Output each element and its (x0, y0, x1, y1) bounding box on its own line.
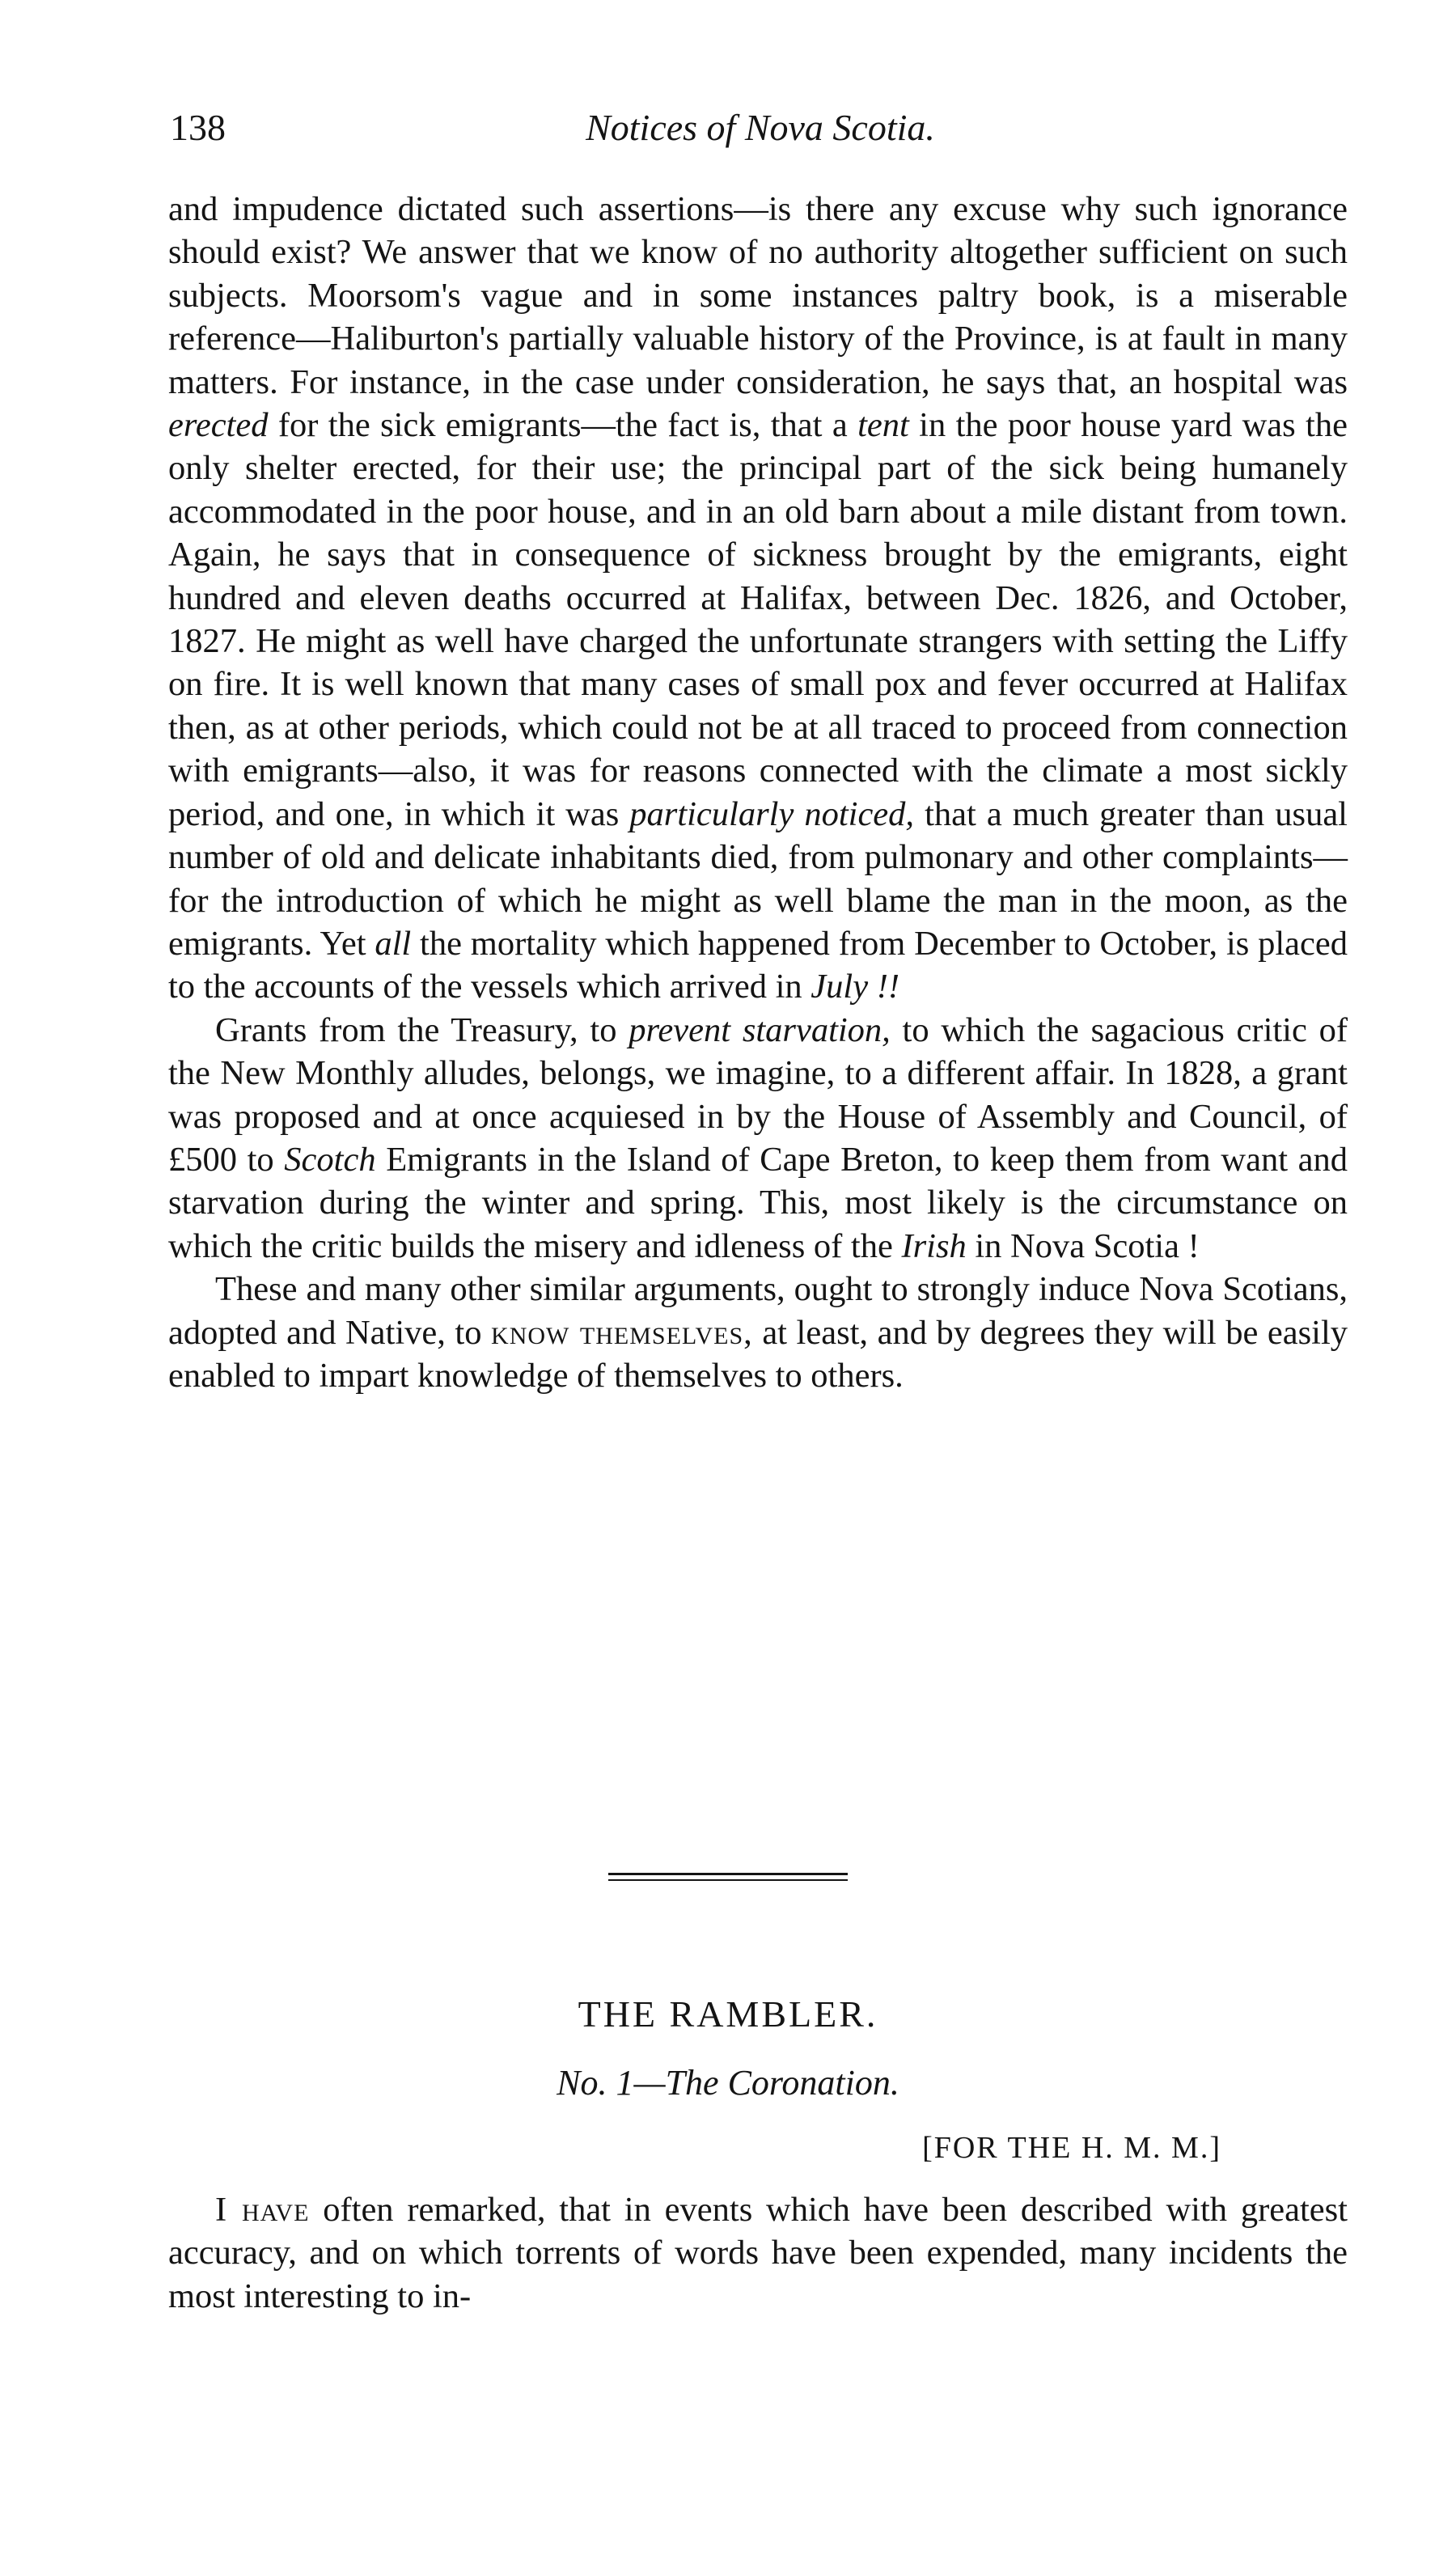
attribution: [FOR THE H. M. M.] (922, 2131, 1221, 2165)
section-subtitle: No. 1—The Coronation. (557, 2063, 899, 2103)
paragraph-3: These and many other similar arguments, ought to strongly induce Nova Scotians, adopted and Native, to know themselves, at least, and by degrees they will be easily enabled to impart knowledge of themselves to others. (168, 1270, 1348, 1395)
section-title: THE RAMBLER. (578, 1993, 878, 2035)
article-text (168, 188, 1348, 1397)
section-divider (608, 1873, 848, 1875)
rambler-text (168, 2188, 1348, 2318)
page-number: 138 (170, 107, 226, 148)
section-divider-lower (608, 1879, 848, 1881)
paragraph-2: Grants from the Treasury, to prevent starvation, to which the sagacious critic of the New Monthly alludes, belongs, we imagine, to a different affair. In 1828, a grant was proposed and at once acquiesed in by the House of Assembly and Council, of £500 to Scotch Emigrants in the Island of Cape Breton, to keep them from want and starvation during the winter and spring. This, most likely is the circumstance on which the critic builds the misery and idleness of the Irish in Nova Scotia ! (168, 1010, 1348, 1265)
rambler-paragraph-1: I have often remarked, that in events which have been described with greatest accuracy, and on which torrents of words have been expended, many incidents the most interesting to in- (168, 2191, 1348, 2315)
running-head (170, 104, 1351, 154)
paragraph-1: and impudence dictated such assertions—is there any excuse why such ignorance should exist? We answer that we know of no authority altogether sufficient on such subjects. Moorsom's vague and in some instances paltry book, is a miserable reference—Haliburton's partially valuable history of the Province, is at fault in many matters. For instance, in the case under consideration, he says that, an hospital was erected for the sick emigrants—the fact is, that a tent in the poor house yard was the only shelter erected, for their use; the principal part of the sick being humanely accommodated in the poor house, and in an old barn about a mile distant from town. Again, he says that in consequence of sickness brought by the emigrants, eight hundred and eleven deaths occurred at Halifax, between Dec. 1826, and October, 1827. He might as well have charged the unfortunate strangers with setting the Liffy on fire. It is well known that many cases of small pox and fever occurred at Halifax then, as at other periods, which could not be at all traced to proceed from connection with emigrants—also, it was for reasons connected with the climate a most sickly period, and one, in which it was particularly noticed, that a much greater than usual number of old and delicate inhabitants died, from pulmonary and other complaints—for the introduction of which he might as well blame the man in the moon, as the emigrants. Yet all the mortality which happened from December to October, is placed to the accounts of the vessels which arrived in July !! (168, 190, 1348, 1006)
running-title: Notices of Nova Scotia. (586, 107, 935, 148)
